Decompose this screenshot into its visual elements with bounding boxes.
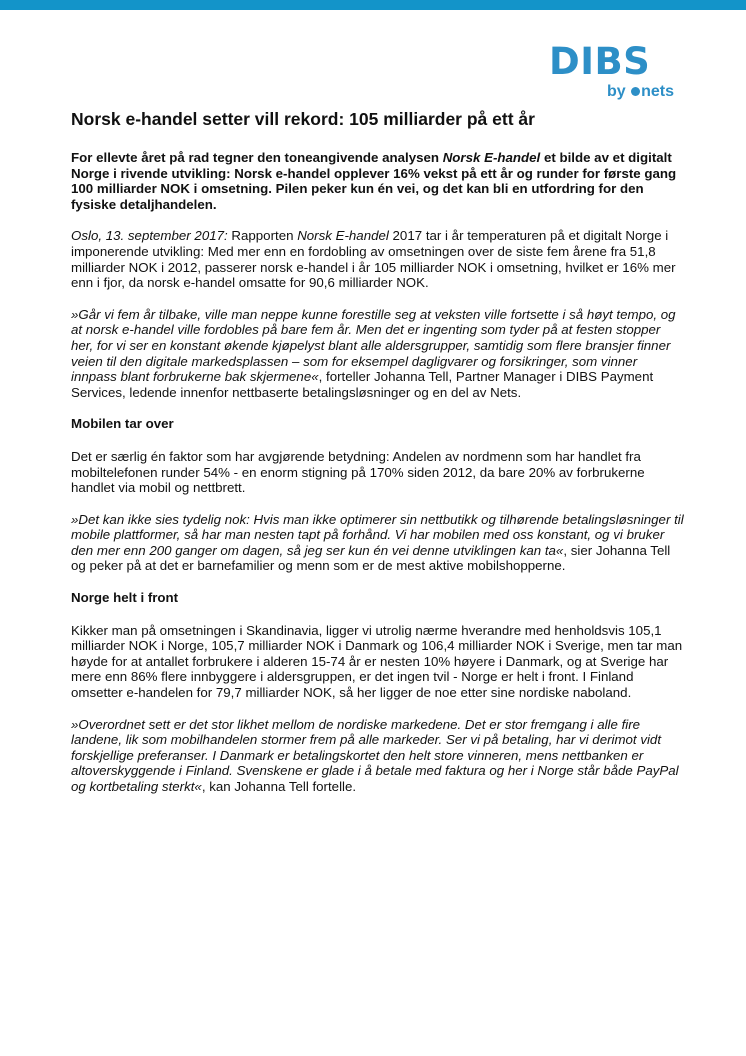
lead-text-1: For ellevte året på rad tegner den toneangivende analysen xyxy=(71,150,443,165)
quote-1-attribution: , forteller Johanna Tell, Partner Manager i DIBS Payment Services, ledende innenfor nettbaserte betalingsløsninger og en del av Nets. xyxy=(71,369,654,400)
lead-report-name: Norsk E-handel xyxy=(442,150,541,165)
section-heading-norge: Norge helt i front xyxy=(71,590,179,606)
press-release-body xyxy=(71,108,686,811)
top-accent-bar xyxy=(0,0,746,10)
dibs-by-nets-logo xyxy=(549,40,674,103)
paragraph-scandinavia: Kikker man på omsetningen i Skandinavia, ligger vi utrolig nærme hverandre med henholdsvis 105,1 milliarder NOK i Norge, 105,7 milliarder NOK i Danmark og 106,4 milliarder NOK i Sverige, men tar man høyde for at antallet forbrukere i alderen 15-74 år er nesten 10% høyere i Danmark, og at Sverige har mere enn 86% flere innbyggere i aldersgruppen, er det ingen tvil - Norge er helt i front. I Finland omsetter e-handelen for 79,7 milliarder NOK, så her ligger de noe etter sine nordiske naboland. xyxy=(71,622,683,701)
logo-by: by xyxy=(606,83,626,100)
dateline: Oslo, 13. september 2017: xyxy=(71,228,228,244)
paragraph-quote-3 xyxy=(71,717,686,795)
section-heading-mobile: Mobilen tar over xyxy=(71,416,174,432)
logo-brand: DIBS xyxy=(549,40,651,83)
logo-byline xyxy=(607,84,674,100)
quote-3-attribution: , kan Johanna Tell fortelle. xyxy=(201,779,357,794)
quote-3: »Overordnet sett er det stor likhet mellom de nordiske markedene. Det er stor fremgang i alle fire landene, lik som mobilhandelen stormer frem på alle markeder. Ser vi på betaling, har vi derimot vidt forskjellige preferanser. I Danmark er betalingskortet den helt store vinneren, mens nettbanken er altoverskyggende i Finland. Svenskene er glade i å betale med faktura og her i Norge står både PayPal og kortbetaling sterkt« xyxy=(71,716,679,794)
nets-dot-icon xyxy=(631,87,640,96)
paragraph-intro xyxy=(71,228,686,290)
intro-report-name: Norsk E-handel xyxy=(297,228,389,244)
paragraph-quote-2 xyxy=(71,512,686,574)
logo-parent: nets xyxy=(641,83,674,100)
intro-text-2: 2017 tar i år temperaturen på et digitalt Norge i imponerende utvikling: Med mer enn en fordobling av omsetningen over de siste fem årene fra 51,8 milliarder NOK i 2012, passerer norsk e-handel i år 105 milliarder NOK i omsetning, hvilket er 16% mer enn i fjor, da norsk e-handel omsatte for 90,6 milliarder NOK. xyxy=(71,228,676,291)
lead-paragraph xyxy=(71,150,686,212)
quote-2-attribution: , sier Johanna Tell xyxy=(563,542,671,558)
quote-2: »Det kan ikke sies tydelig nok: Hvis man ikke optimerer sin nettbutikk og tilhørende betalingsløsninger til mobile plattformer, så har man nesten tapt på forhånd. Vi har mobilen med oss konstant, og vi bruker den mer enn 200 ganger om dagen, så jeg ser kun én vei denne utviklingen kan ta« xyxy=(71,511,684,558)
quote-2-followup: og peker på at det er barnefamilier og menn som er de mest aktive mobilshopperne. xyxy=(71,558,566,574)
lead-text-2: et bilde av et digitalt Norge i rivende utvikling: Norsk e-handel opplever 16% vekst på ett år og runder for første gang 100 milliarder NOK i omsetning. Pilen peker kun én vei, og det kan bli en utfordring for den fysiske detaljhandelen. xyxy=(71,150,677,212)
paragraph-mobile: Det er særlig én faktor som har avgjørende betydning: Andelen av nordmenn som har handlet fra mobiltelefonen runder 54% - en enorm stigning på 170% siden 2012, da bare 20% av forbrukerne handlet via mobil og nettbrett. xyxy=(71,448,645,496)
quote-1: »Går vi fem år tilbake, ville man neppe kunne forestille seg at veksten ville fortsette i så høyt tempo, og at norsk e-handel ville fordobles på bare fem år. Men det er ingenting som tyder på at festen stopper her, for vi ser en konstant økende kjøpelyst blant alle aldersgrupper, samtidig som flere bransjer finner veien til den digitale markedsplassen – som for eksempel dagligvarer og forsikringer, som vinner innpass blant forbrukerne bak skjermene« xyxy=(71,306,676,385)
intro-text-1: Rapporten xyxy=(227,228,298,244)
headline: Norsk e-handel setter vill rekord: 105 milliarder på ett år xyxy=(71,109,535,129)
paragraph-quote-1 xyxy=(71,307,686,401)
